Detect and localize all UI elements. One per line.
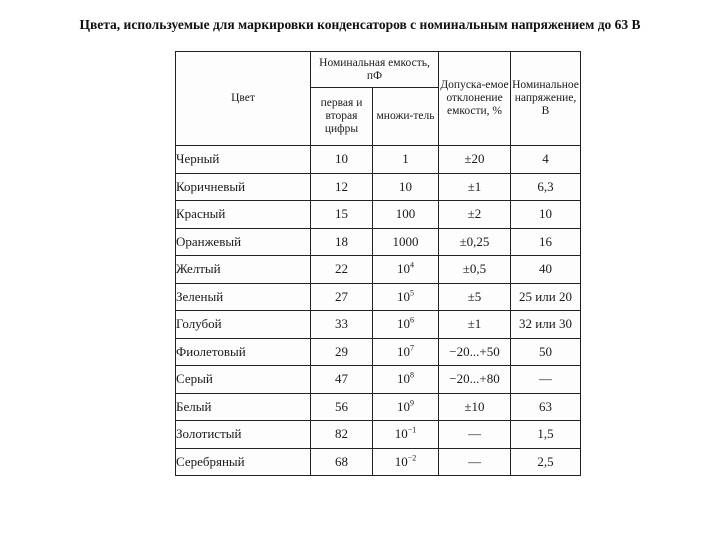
multiplier-base: 10 [399,178,412,194]
color-name-cell: Белый [176,393,311,421]
voltage-cell: 50 [511,338,581,366]
multiplier-cell [373,448,439,476]
header-color: Цвет [176,52,311,146]
tolerance-cell: ±1 [439,311,511,339]
table-row [176,338,581,366]
voltage-cell: — [511,366,581,394]
color-name-cell: Голубой [176,311,311,339]
multiplier-base: 100 [395,206,416,222]
header-multiplier: множи-тель [373,88,439,146]
table-row [176,448,581,476]
voltage-cell: 16 [511,228,581,256]
voltage-cell: 1,5 [511,421,581,449]
multiplier-cell [373,393,439,421]
multiplier-base: 10 [394,453,408,469]
multiplier-base: 1 [402,151,409,167]
color-name-cell: Серебряный [176,448,311,476]
table-row [176,283,581,311]
voltage-cell: 25 или 20 [511,283,581,311]
voltage-cell: 4 [511,146,581,174]
tolerance-cell: — [439,421,511,449]
table-body [176,146,581,476]
tolerance-cell: ±20 [439,146,511,174]
multiplier-base: 10 [397,288,410,304]
table-row [176,173,581,201]
multiplier-exponent: 5 [410,288,414,298]
tolerance-cell: −20...+80 [439,366,511,394]
digits-cell: 47 [311,366,373,394]
color-name-cell: Фиолетовый [176,338,311,366]
table-row [176,393,581,421]
multiplier-base: 10 [394,426,408,442]
table-row [176,311,581,339]
multiplier-cell [373,146,439,174]
digits-cell: 12 [311,173,373,201]
digits-cell: 15 [311,201,373,229]
multiplier-cell [373,228,439,256]
multiplier-cell [373,201,439,229]
multiplier-cell [373,311,439,339]
digits-cell: 68 [311,448,373,476]
tolerance-cell: ±2 [439,201,511,229]
color-name-cell: Оранжевый [176,228,311,256]
digits-cell: 56 [311,393,373,421]
color-name-cell: Черный [176,146,311,174]
tolerance-cell: ±10 [439,393,511,421]
color-name-cell: Коричневый [176,173,311,201]
header-tolerance: Допуска-емое отклонение емкости, % [439,52,511,146]
color-name-cell: Желтый [176,256,311,284]
capacitor-color-table [175,51,581,476]
multiplier-cell [373,421,439,449]
multiplier-exponent: 4 [410,260,414,270]
multiplier-cell [373,173,439,201]
digits-cell: 22 [311,256,373,284]
multiplier-cell [373,283,439,311]
multiplier-exponent: 8 [410,370,414,380]
table-row [176,146,581,174]
color-name-cell: Красный [176,201,311,229]
voltage-cell: 10 [511,201,581,229]
voltage-cell: 6,3 [511,173,581,201]
tolerance-cell: −20...+50 [439,338,511,366]
page-title: Цвета, используемые для маркировки конденсаторов с номинальным напряжением до 63 В [79,17,641,32]
multiplier-base: 10 [397,398,410,414]
multiplier-exponent: −1 [407,425,417,435]
multiplier-cell [373,338,439,366]
table-row [176,256,581,284]
multiplier-base: 10 [397,316,410,332]
tolerance-cell: ±0,25 [439,228,511,256]
digits-cell: 27 [311,283,373,311]
multiplier-exponent: 9 [410,398,414,408]
multiplier-cell [373,366,439,394]
multiplier-exponent: 7 [410,343,414,353]
table-row [176,201,581,229]
tolerance-cell: ±1 [439,173,511,201]
voltage-cell: 63 [511,393,581,421]
table-row [176,421,581,449]
table-row [176,228,581,256]
multiplier-exponent: −2 [407,453,417,463]
multiplier-cell [373,256,439,284]
digits-cell: 18 [311,228,373,256]
header-first-second-digits: первая и вторая цифры [311,88,373,146]
multiplier-base: 10 [397,343,410,359]
tolerance-cell: ±5 [439,283,511,311]
multiplier-base: 10 [397,261,410,277]
tolerance-cell: — [439,448,511,476]
multiplier-exponent: 6 [410,315,414,325]
table-row [176,366,581,394]
digits-cell: 29 [311,338,373,366]
multiplier-base: 10 [397,371,410,387]
digits-cell: 33 [311,311,373,339]
voltage-cell: 40 [511,256,581,284]
header-voltage: Номинальное напряжение, В [511,52,581,146]
tolerance-cell: ±0,5 [439,256,511,284]
color-name-cell: Серый [176,366,311,394]
voltage-cell: 2,5 [511,448,581,476]
digits-cell: 82 [311,421,373,449]
color-name-cell: Зеленый [176,283,311,311]
multiplier-base: 1000 [392,233,419,249]
header-nominal-capacitance: Номинальная емкость, пФ [311,52,439,88]
voltage-cell: 32 или 30 [511,311,581,339]
digits-cell: 10 [311,146,373,174]
color-name-cell: Золотистый [176,421,311,449]
